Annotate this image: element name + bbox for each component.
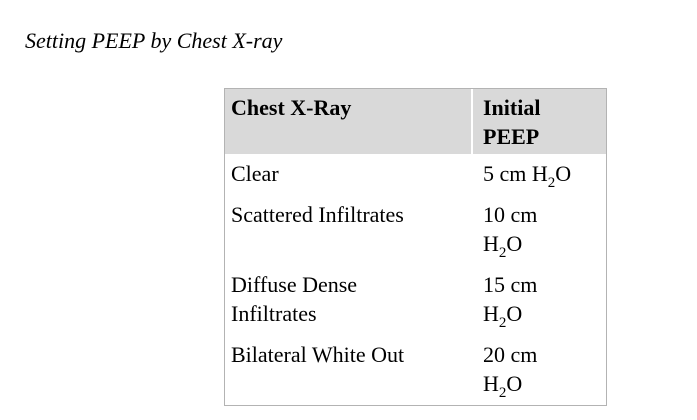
peep-value-subscript: 2 (498, 315, 507, 331)
xray-finding-label: Clear (231, 161, 279, 186)
peep-value-line1: 20 cm (483, 342, 538, 367)
table-caption: Setting PEEP by Chest X-ray (25, 28, 283, 53)
peep-value-cell (473, 265, 606, 335)
header-chest-xray (225, 89, 471, 154)
xray-finding-cell (225, 265, 471, 335)
peep-value-cell (473, 154, 606, 195)
peep-value-text: H (483, 301, 499, 326)
peep-value-text: H (483, 371, 499, 396)
xray-finding-cell (225, 154, 471, 195)
table-row (225, 195, 606, 265)
header-initial-peep-line2: PEEP (483, 124, 540, 149)
peep-value-line1 (483, 159, 606, 191)
peep-table (224, 88, 607, 406)
table-row (225, 154, 606, 195)
xray-finding-cell (225, 335, 471, 405)
table-row (225, 335, 606, 405)
peep-value-text: 5 cm H (483, 161, 548, 186)
header-chest-xray-label: Chest X-Ray (231, 95, 352, 120)
peep-value-subscript: 2 (498, 245, 507, 261)
peep-value-text-post: O (506, 301, 523, 326)
peep-value-line2 (483, 369, 606, 401)
xray-finding-label-line2: Infiltrates (231, 301, 317, 326)
peep-value-subscript: 2 (547, 175, 556, 191)
peep-value-cell (473, 335, 606, 405)
xray-finding-label: Bilateral White Out (231, 342, 405, 367)
header-initial-peep-line1: Initial (483, 95, 541, 120)
table-header-row (225, 89, 606, 154)
peep-value-text-post: O (555, 161, 572, 186)
table-row (225, 265, 606, 335)
peep-value-line2 (483, 299, 606, 331)
xray-finding-label-line1: Diffuse Dense (231, 272, 358, 297)
peep-value-text: H (483, 231, 499, 256)
header-initial-peep (473, 89, 606, 154)
peep-value-line2 (483, 229, 606, 261)
peep-value-text-post: O (506, 231, 523, 256)
xray-finding-label: Scattered Infiltrates (231, 202, 404, 227)
xray-finding-cell (225, 195, 471, 265)
peep-value-line1: 15 cm (483, 272, 538, 297)
peep-value-text-post: O (506, 371, 523, 396)
peep-value-subscript: 2 (498, 385, 507, 401)
peep-value-line1: 10 cm (483, 202, 538, 227)
peep-value-cell (473, 195, 606, 265)
